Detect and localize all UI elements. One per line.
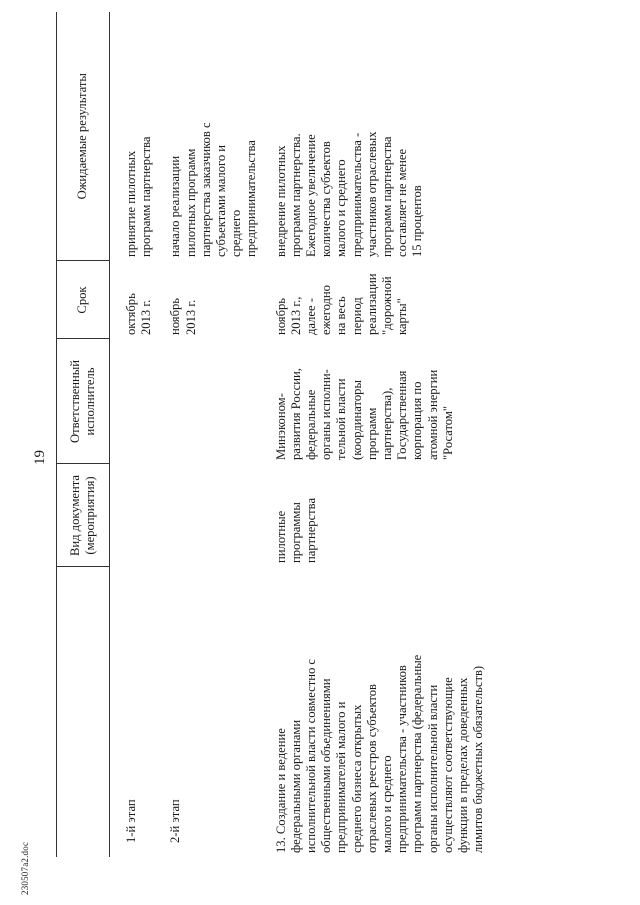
table-spacer bbox=[110, 12, 125, 857]
measure-responsible: Минэконом- развития России, федеральные органы исполни- тельной власти (координаторы программ партнерства), Государственная корпорация по атомной энергии "Росатом" bbox=[273, 368, 455, 460]
document-file-reference: 230507a2.doc bbox=[20, 841, 30, 895]
table-spacer bbox=[260, 12, 274, 857]
measure-term: ноябрь 2013 г., далее - ежегодно на весь период реализации "дорожной карты" bbox=[273, 273, 410, 335]
stage-result: начало реализации пилотных программ партнерства заказчиков с субъектами малого и среднего предпринимательства bbox=[168, 122, 259, 257]
measure-document-type: пилотные программы партнерства bbox=[273, 497, 319, 563]
header-activity bbox=[57, 567, 110, 857]
header-responsible: Ответственный исполнитель bbox=[57, 339, 110, 464]
table-header-row bbox=[57, 12, 110, 857]
stage-owner-cell bbox=[124, 339, 154, 464]
page-number: 19 bbox=[32, 450, 48, 465]
header-document-type: Вид документа (мероприятия) bbox=[57, 464, 110, 567]
table-spacer bbox=[154, 12, 168, 857]
stage-term: ноябрь 2013 г. bbox=[168, 297, 198, 335]
header-expected-results: Ожидаемые результаты bbox=[57, 12, 110, 261]
stage-doc-cell bbox=[168, 464, 259, 567]
stage-term: октябрь 2013 г. bbox=[124, 293, 154, 335]
table-row-stage-1 bbox=[124, 12, 154, 857]
measure-expected-results: внедрение пилотных программ партнерства. Ежегодное увеличение количества субъектов малого и среднего предпринимательства - участников отраслевых программ партнерства составляет не менее 15 процентов bbox=[273, 131, 425, 257]
stage-label: 1-й этап bbox=[124, 799, 138, 843]
table-row-measure-13 bbox=[274, 12, 487, 857]
measure-activity: 13. Создание и ведение федеральными органами исполнительной власти совместно с общественными объединениями предпринимателей малого и среднего бизнеса открытых отраслевых реестров субъектов малого и среднего предпринимательства - участников программ партнерства (федеральные органы исполнительной власти осуществляют соответствующие функции в пределах доведенных лимитов бюджетных обязательств) bbox=[273, 654, 486, 853]
stage-result: принятие пилотных программ партнерства bbox=[124, 136, 154, 257]
table-row-stage-2 bbox=[168, 12, 259, 857]
stage-doc-cell bbox=[124, 464, 154, 567]
header-term: Срок bbox=[57, 261, 110, 339]
stage-label: 2-й этап bbox=[168, 799, 183, 843]
stage-owner-cell bbox=[168, 339, 259, 464]
roadmap-table bbox=[56, 12, 486, 857]
